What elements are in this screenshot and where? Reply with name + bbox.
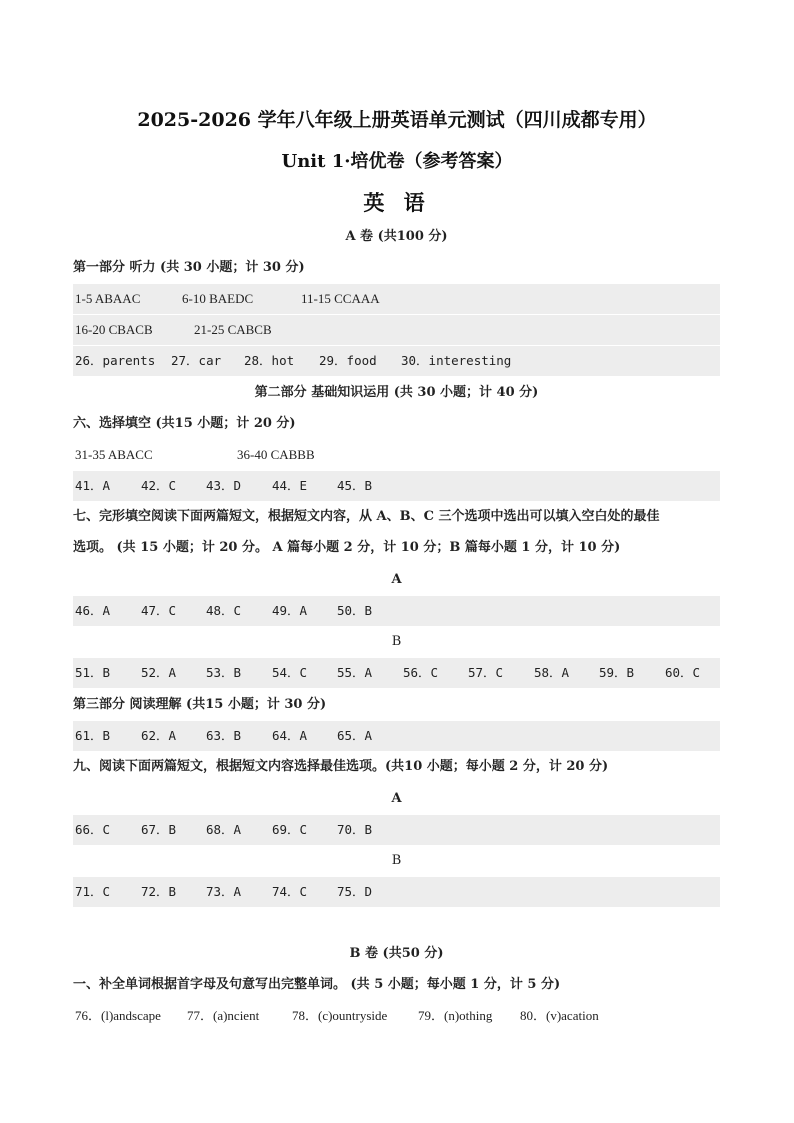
section6-heading: 六、选择填空 (共15 小题；计 20 分) xyxy=(73,416,296,431)
part2-heading: 第二部分 基础知识运用 (共 30 小题；计 40 分) xyxy=(254,385,539,400)
answer-row xyxy=(73,596,720,626)
answer-item: 70．B xyxy=(337,822,373,837)
section7-heading-line1: 七、完形填空阅读下面两篇短文，根据短文内容，从 A、B、C 三个选项中选出可以填入空白处的最佳 xyxy=(73,509,660,524)
passage-b-label: B xyxy=(391,853,402,868)
answer-group: 6-10 BAEDC xyxy=(182,291,254,306)
paper-b-section1-heading: 一、补全单词根据首字母及句意写出完整单词。 (共 5 小题；每小题 1 分，计 5 分) xyxy=(73,977,561,992)
answer-row xyxy=(73,815,720,845)
answer-item: 68．A xyxy=(206,822,242,837)
answer-row xyxy=(73,346,720,376)
answer-group: 31-35 ABACC xyxy=(75,447,153,462)
answer-group: 1-5 ABAAC xyxy=(75,291,141,306)
answer-item: 67．B xyxy=(141,822,177,837)
answer-item: 41．A xyxy=(75,478,111,493)
answer-row xyxy=(73,721,720,751)
answer-item: 28．hot xyxy=(244,353,295,368)
document-subtitle: Unit 1·培优卷（参考答案） xyxy=(281,151,513,172)
answer-item: 52．A xyxy=(141,665,177,680)
answer-item: 60．C xyxy=(665,665,701,680)
answer-group: 11-15 CCAAA xyxy=(301,291,380,306)
answer-item: 61．B xyxy=(75,728,111,743)
answer-row xyxy=(73,658,720,688)
answer-group: 36-40 CABBB xyxy=(237,447,315,462)
answer-row xyxy=(73,284,720,314)
answer-item: 80．(v)acation xyxy=(520,1008,599,1023)
answer-item: 78．(c)ountryside xyxy=(292,1008,388,1023)
answer-item: 45．B xyxy=(337,478,373,493)
answer-row xyxy=(73,471,720,501)
paper-b-heading: B 卷 (共50 分) xyxy=(349,946,444,961)
answer-item: 57．C xyxy=(468,665,504,680)
answer-item: 42．C xyxy=(141,478,177,493)
answer-item: 51．B xyxy=(75,665,111,680)
answer-item: 77．(a)ncient xyxy=(187,1008,260,1023)
paper-a-heading: A 卷 (共100 分) xyxy=(345,229,448,244)
answer-item: 76．(l)andscape xyxy=(75,1008,161,1023)
answer-item: 62．A xyxy=(141,728,177,743)
answer-item: 63．B xyxy=(206,728,242,743)
answer-item: 27．car xyxy=(171,353,222,368)
part3-heading: 第三部分 阅读理解 (共15 小题；计 30 分) xyxy=(73,697,327,712)
answer-row xyxy=(73,1001,720,1031)
answer-item: 73．A xyxy=(206,884,242,899)
answer-item: 58．A xyxy=(534,665,570,680)
answer-item: 74．C xyxy=(272,884,308,899)
document-title: 2025-2026 学年八年级上册英语单元测试（四川成都专用） xyxy=(137,109,657,131)
answer-item: 79．(n)othing xyxy=(418,1008,493,1023)
answer-item: 71．C xyxy=(75,884,111,899)
section9-heading: 九、阅读下面两篇短文，根据短文内容选择最佳选项。(共10 小题；每小题 2 分，计 20 分) xyxy=(73,759,609,774)
answer-item: 49．A xyxy=(272,603,308,618)
answer-item: 66．C xyxy=(75,822,111,837)
answer-item: 50．B xyxy=(337,603,373,618)
answer-item: 54．C xyxy=(272,665,308,680)
answer-item: 46．A xyxy=(75,603,111,618)
answer-item: 43．D xyxy=(206,478,242,493)
passage-b-label: B xyxy=(391,634,402,649)
answer-item: 26．parents xyxy=(75,353,156,368)
answer-item: 64．A xyxy=(272,728,308,743)
answer-item: 48．C xyxy=(206,603,242,618)
answer-item: 56．C xyxy=(403,665,439,680)
subject-title: 英 语 xyxy=(363,190,431,215)
answer-item: 75．D xyxy=(337,884,373,899)
answer-item: 59．B xyxy=(599,665,635,680)
answer-item: 72．B xyxy=(141,884,177,899)
answer-item: 53．B xyxy=(206,665,242,680)
answer-group: 16-20 CBACB xyxy=(75,322,153,337)
answer-item: 69．C xyxy=(272,822,308,837)
answer-row xyxy=(73,440,720,470)
answer-item: 29．food xyxy=(319,353,377,368)
answer-row xyxy=(73,877,720,907)
passage-a-label: A xyxy=(391,572,402,587)
passage-a-label: A xyxy=(391,791,402,806)
answer-item: 65．A xyxy=(337,728,373,743)
section7-heading-line2: 选项。 (共 15 小题；计 20 分。 A 篇每小题 2 分，计 10 分；B 篇每小题 1 分，计 10 分) xyxy=(73,540,621,555)
part1-heading: 第一部分 听力 (共 30 小题；计 30 分) xyxy=(73,260,305,275)
answer-group: 21-25 CABCB xyxy=(194,322,272,337)
answer-item: 55．A xyxy=(337,665,373,680)
answer-item: 47．C xyxy=(141,603,177,618)
answer-row xyxy=(73,315,720,345)
answer-item: 30．interesting xyxy=(401,353,512,368)
answer-item: 44．E xyxy=(272,478,308,493)
